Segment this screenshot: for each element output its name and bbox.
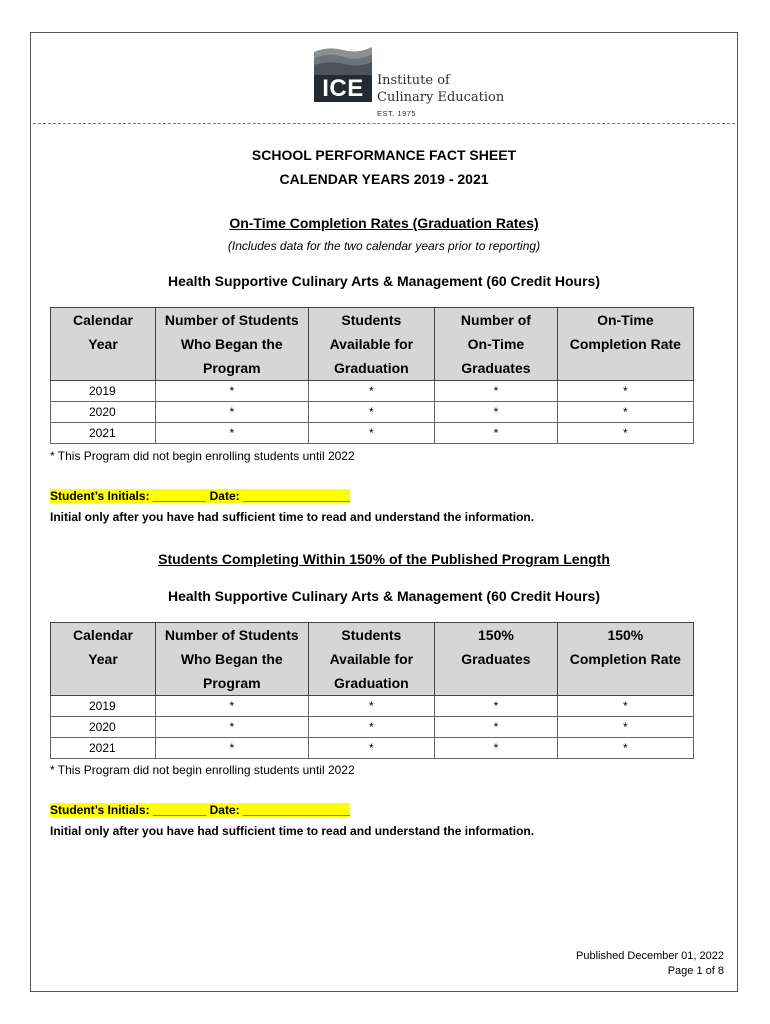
value-cell: *	[308, 423, 435, 444]
value-cell: *	[557, 423, 693, 444]
column-header	[435, 308, 558, 381]
table-row	[51, 717, 694, 738]
table-row	[51, 381, 694, 402]
value-cell: *	[156, 381, 309, 402]
value-cell: *	[156, 717, 309, 738]
year-cell: 2021	[51, 738, 156, 759]
logo-name-line1: Institute of	[377, 73, 450, 88]
column-header-line: Calendar	[73, 312, 133, 328]
table-header-row	[51, 308, 694, 381]
table-row	[51, 696, 694, 717]
column-header-line: Completion Rate	[569, 336, 681, 352]
section1-footnote: * This Program did not begin enrolling students until 2022	[50, 449, 355, 463]
value-cell: *	[156, 423, 309, 444]
column-header	[156, 308, 309, 381]
column-header	[557, 623, 693, 696]
value-cell: *	[308, 381, 435, 402]
column-header	[435, 623, 558, 696]
column-header-line: Graduation	[334, 360, 409, 376]
column-header-line: Who Began the	[180, 336, 283, 352]
value-cell: *	[156, 402, 309, 423]
value-cell: *	[156, 738, 309, 759]
column-header-line: Program	[202, 360, 261, 376]
document-page	[30, 32, 738, 992]
value-cell: *	[435, 402, 558, 423]
page-subtitle: CALENDAR YEARS 2019 - 2021	[279, 171, 489, 187]
table-row	[51, 423, 694, 444]
column-header	[51, 308, 156, 381]
section1-program: Health Supportive Culinary Arts & Management (60 Credit Hours)	[168, 273, 600, 289]
page-title: SCHOOL PERFORMANCE FACT SHEET	[251, 147, 517, 163]
column-header-line: Program	[202, 675, 261, 691]
column-header-line: Who Began the	[180, 651, 283, 667]
column-header-line: 150%	[607, 627, 644, 643]
section2-initials-line	[50, 803, 350, 817]
year-cell: 2020	[51, 402, 156, 423]
value-cell: *	[557, 738, 693, 759]
column-header-line: Number of Students	[164, 312, 299, 328]
column-header-line: Graduates	[461, 360, 531, 376]
column-header	[156, 623, 309, 696]
table-row	[51, 402, 694, 423]
column-header-line: Completion Rate	[569, 651, 681, 667]
initials-field[interactable]: Student’s Initials: ________ Date: ________________	[50, 803, 350, 817]
year-cell: 2019	[51, 696, 156, 717]
value-cell: *	[557, 696, 693, 717]
value-cell: *	[156, 696, 309, 717]
column-header-line: Available for	[329, 651, 414, 667]
column-header-line: On-Time	[467, 336, 525, 352]
column-header	[557, 308, 693, 381]
section2-program: Health Supportive Culinary Arts & Management (60 Credit Hours)	[168, 588, 600, 604]
column-header-line: Year	[88, 651, 118, 667]
column-header-line: Students	[341, 627, 402, 643]
column-header-line: Number of	[460, 312, 531, 328]
column-header	[51, 623, 156, 696]
year-cell: 2019	[51, 381, 156, 402]
value-cell: *	[308, 738, 435, 759]
column-header-line: On-Time	[597, 312, 654, 328]
logo-name-line2: Culinary Education	[377, 90, 505, 105]
section1-initials-line	[50, 489, 350, 503]
header-divider	[33, 123, 735, 124]
value-cell: *	[435, 696, 558, 717]
section1-instruction: Initial only after you have had sufficient time to read and understand the information.	[50, 510, 535, 524]
value-cell: *	[308, 402, 435, 423]
published-date: Published December 01, 2022	[576, 950, 724, 962]
ice-logo	[314, 44, 514, 120]
value-cell: *	[557, 381, 693, 402]
value-cell: *	[557, 717, 693, 738]
column-header-line: Students	[341, 312, 402, 328]
column-header-line: Year	[88, 336, 118, 352]
value-cell: *	[435, 738, 558, 759]
column-header-line: Available for	[329, 336, 414, 352]
column-header	[308, 308, 435, 381]
value-cell: *	[308, 696, 435, 717]
section2-footnote: * This Program did not begin enrolling students until 2022	[50, 763, 355, 777]
column-header	[308, 623, 435, 696]
year-cell: 2020	[51, 717, 156, 738]
logo-mark-text: ICE	[314, 75, 372, 102]
page-number: Page 1 of 8	[667, 965, 724, 977]
logo-est: EST. 1975	[377, 109, 417, 118]
section1-note: (Includes data for the two calendar years prior to reporting)	[227, 239, 541, 253]
section2-instruction: Initial only after you have had sufficient time to read and understand the information.	[50, 824, 535, 838]
on-time-completion-table	[50, 307, 694, 444]
logo-name	[377, 72, 504, 106]
initials-field[interactable]: Student’s Initials: ________ Date: ________________	[50, 489, 350, 503]
value-cell: *	[435, 423, 558, 444]
section2-heading: Students Completing Within 150% of the Published Program Length	[158, 551, 610, 567]
column-header-line: 150%	[478, 627, 514, 643]
table-row	[51, 738, 694, 759]
column-header-line: Graduation	[334, 675, 409, 691]
column-header-line: Graduates	[461, 651, 531, 667]
completion-150-table	[50, 622, 694, 759]
value-cell: *	[435, 717, 558, 738]
column-header-line: Number of Students	[164, 627, 299, 643]
value-cell: *	[435, 381, 558, 402]
section1-heading: On-Time Completion Rates (Graduation Rates)	[229, 215, 539, 231]
value-cell: *	[557, 402, 693, 423]
table-header-row	[51, 623, 694, 696]
year-cell: 2021	[51, 423, 156, 444]
column-header-line: Calendar	[73, 627, 133, 643]
value-cell: *	[308, 717, 435, 738]
